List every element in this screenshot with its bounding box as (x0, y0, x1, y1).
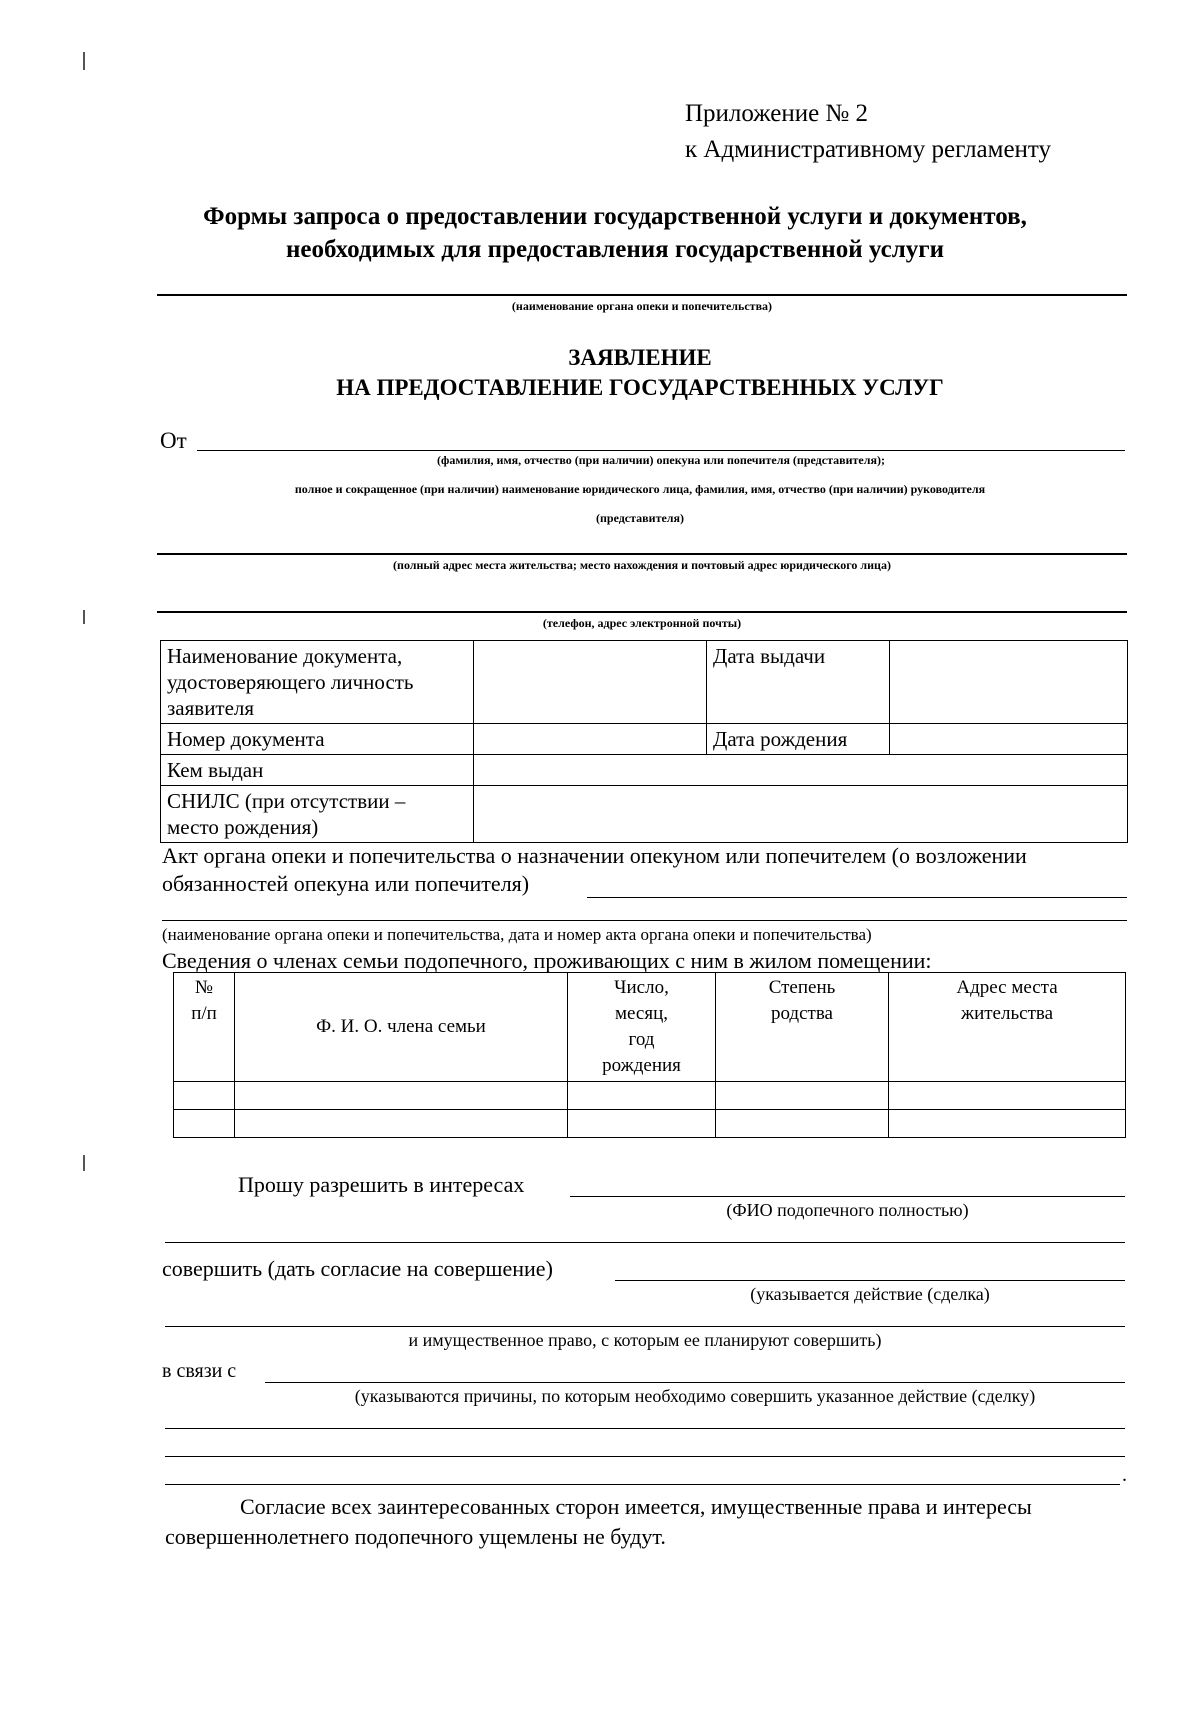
col-birthdate-label: месяц, (614, 1003, 669, 1024)
act-text-line1: Акт органа опеки и попечительства о назначении опекуном или попечителем (о возложении (162, 843, 1027, 868)
table-row (174, 1110, 1126, 1138)
snils-label-cell (161, 786, 474, 843)
document-title-line2: необходимых для предоставления государственной услуги (286, 236, 944, 263)
request-label: Прошу разрешить в интересах (238, 1172, 525, 1197)
col-number-header (174, 973, 235, 1082)
col-birthdate-label: Число, (614, 977, 669, 998)
col-relation-label: Степень (768, 977, 836, 998)
table-row (174, 1082, 1126, 1110)
col-birthdate-label: год (628, 1029, 655, 1050)
document-title-line1: Формы запроса о предоставлении государственной услуги и документов, (203, 203, 1027, 230)
doc-name-value[interactable] (474, 641, 707, 724)
table-cell[interactable] (568, 1110, 716, 1138)
applicant-name-caption: (фамилия, имя, отчество (при наличии) опекуна или попечителя (представителя); (437, 453, 885, 467)
table-cell[interactable] (174, 1082, 235, 1110)
organ-name-line[interactable] (157, 294, 1127, 296)
col-name-header: Ф. И. О. члена семьи (235, 973, 568, 1082)
birth-date-value[interactable] (890, 724, 1128, 755)
doc-number-value[interactable] (474, 724, 707, 755)
ward-name-line[interactable] (570, 1196, 1125, 1197)
table-cell[interactable] (174, 1110, 235, 1138)
table-cell[interactable] (235, 1110, 568, 1138)
reason-line-3[interactable] (165, 1456, 1125, 1457)
property-right-caption: и имущественное право, с которым ее планируют совершить) (408, 1330, 882, 1350)
address-caption: (полный адрес места жительства; место нахождения и почтовый адрес юридического лица) (393, 558, 891, 572)
doc-name-label-cell (161, 641, 474, 724)
act-input-line[interactable] (587, 897, 1127, 898)
organ-name-caption: (наименование органа опеки и попечительства) (511, 299, 773, 313)
regulation-reference: к Административному регламенту (685, 136, 1052, 163)
scan-speck (83, 610, 85, 624)
doc-name-label: Наименование документа, (167, 644, 403, 668)
reason-end-dot: . (1122, 1464, 1127, 1486)
doc-number-label: Номер документа (161, 724, 474, 755)
issue-date-label: Дата выдачи (707, 641, 890, 724)
issued-by-label: Кем выдан (161, 755, 474, 786)
family-heading: Сведения о членах семьи подопечного, проживающих с ним в жилом помещении: (162, 948, 932, 973)
applicant-name-line[interactable] (197, 450, 1125, 451)
table-cell[interactable] (568, 1082, 716, 1110)
col-relation-header (716, 973, 889, 1082)
action-line[interactable] (615, 1280, 1125, 1281)
reason-line[interactable] (265, 1382, 1125, 1383)
reason-line-2[interactable] (165, 1428, 1125, 1429)
col-relation-label: родства (770, 1003, 833, 1024)
scan-speck (83, 52, 85, 70)
statement-heading-line2: НА ПРЕДОСТАВЛЕНИЕ ГОСУДАРСТВЕННЫХ УСЛУГ (336, 375, 944, 400)
snils-label: СНИЛС (при отсутствии – (167, 789, 406, 813)
from-label: От (160, 428, 187, 453)
perform-label: совершить (дать согласие на совершение) (162, 1256, 553, 1281)
reason-caption: (указываются причины, по которым необходимо совершить указанное действие (сделку) (354, 1386, 1036, 1406)
identity-document-table (160, 640, 1128, 843)
birth-date-label: Дата рождения (707, 724, 890, 755)
issued-by-value[interactable] (474, 755, 1128, 786)
address-line[interactable] (157, 553, 1127, 555)
act-input-line-2[interactable] (162, 920, 1127, 921)
statement-heading-line1: ЗАЯВЛЕНИЕ (568, 345, 712, 370)
appendix-number: Приложение № 2 (685, 100, 869, 127)
ward-name-caption: (ФИО подопечного полностью) (726, 1200, 969, 1220)
representative-caption: (представителя) (595, 511, 685, 525)
action-line-2[interactable] (165, 1326, 1125, 1327)
consent-line1: Согласие всех заинтересованных сторон имеется, имущественные права и интересы (240, 1494, 1032, 1519)
snils-label: место рождения) (167, 815, 319, 839)
table-cell[interactable] (716, 1082, 889, 1110)
table-cell[interactable] (889, 1082, 1126, 1110)
contact-line[interactable] (157, 611, 1127, 613)
doc-name-label: заявителя (167, 696, 255, 720)
legal-entity-caption: полное и сокращенное (при наличии) наименование юридического лица, фамилия, имя, отчество (при наличии) руководителя (294, 482, 986, 496)
act-caption: (наименование органа опеки и попечительства, дата и номер акта органа опеки и попечительства) (162, 925, 872, 944)
snils-value[interactable] (474, 786, 1128, 843)
table-cell[interactable] (716, 1110, 889, 1138)
col-address-label: Адрес места (956, 977, 1058, 998)
issue-date-value[interactable] (890, 641, 1128, 724)
scan-speck (83, 1155, 85, 1171)
col-number-label: п/п (191, 1003, 217, 1024)
reason-label: в связи с (162, 1360, 237, 1382)
reason-line-4[interactable] (165, 1484, 1120, 1485)
table-cell[interactable] (235, 1082, 568, 1110)
consent-line2: совершеннолетнего подопечного ущемлены не будут. (165, 1524, 666, 1549)
act-text-line2: обязанностей опекуна или попечителя) (162, 871, 530, 896)
contact-caption: (телефон, адрес электронной почты) (542, 616, 742, 630)
col-birthdate-label: рождения (602, 1055, 681, 1076)
table-cell[interactable] (889, 1110, 1126, 1138)
col-number-label: № (194, 977, 214, 998)
col-address-label: жительства (960, 1003, 1054, 1024)
family-members-table (173, 972, 1126, 1138)
col-birthdate-header (568, 973, 716, 1082)
doc-name-label: удостоверяющего личность (167, 670, 414, 694)
ward-name-line-2[interactable] (165, 1242, 1125, 1243)
action-caption: (указывается действие (сделка) (750, 1284, 990, 1304)
col-address-header (889, 973, 1126, 1082)
